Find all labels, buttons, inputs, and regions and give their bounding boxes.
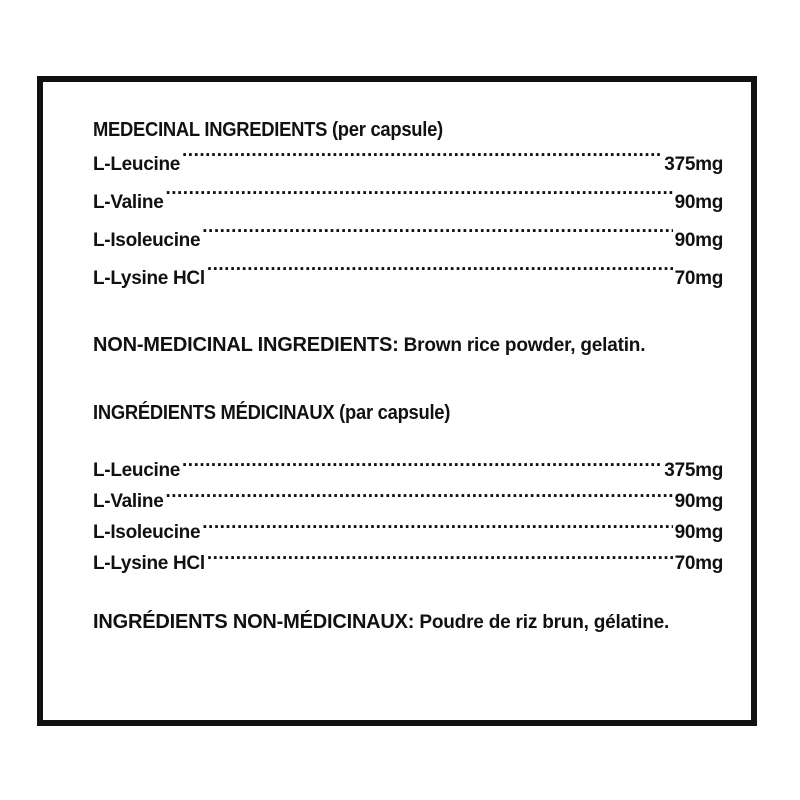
ingredient-row-l-lysine-hcl bbox=[93, 260, 723, 298]
ingredient-quantity: 90mg bbox=[674, 522, 723, 543]
dot-leader bbox=[165, 188, 672, 208]
ingredients-medicinaux-heading bbox=[93, 401, 673, 425]
dot-leader bbox=[207, 549, 673, 569]
ingredient-row-l-lysine-hcl bbox=[93, 548, 723, 579]
ingredient-row-l-leucine bbox=[93, 455, 723, 486]
ingredient-row-l-valine bbox=[93, 486, 723, 517]
ingredient-name: L-Valine bbox=[93, 491, 164, 512]
non-medicinal-label: INGRÉDIENTS NON-MÉDICINAUX: bbox=[93, 611, 415, 633]
ingredient-quantity: 90mg bbox=[674, 192, 723, 213]
ingredient-row-l-leucine bbox=[93, 146, 723, 184]
non-medicinal-label: NON-MEDICINAL INGREDIENTS: bbox=[93, 334, 399, 356]
medicinal-ingredients-heading bbox=[93, 118, 673, 142]
heading-main-text: INGRÉDIENTS MÉDICINAUX bbox=[93, 402, 335, 424]
dot-leader bbox=[207, 264, 673, 284]
dot-leader bbox=[182, 456, 662, 476]
panel-content bbox=[93, 118, 723, 640]
non-medicinal-text: Poudre de riz brun, gélatine. bbox=[419, 612, 670, 633]
ingredient-name: L-Isoleucine bbox=[93, 522, 201, 543]
non-medicinal-text: Brown rice powder, gelatin. bbox=[403, 335, 646, 356]
ingredient-row-l-valine bbox=[93, 184, 723, 222]
ingredient-quantity: 375mg bbox=[664, 460, 723, 481]
ingredient-quantity: 70mg bbox=[674, 268, 723, 289]
ingredient-name: L-Lysine HCl bbox=[93, 268, 205, 289]
ingredients-panel bbox=[37, 76, 757, 726]
heading-main-text: MEDECINAL INGREDIENTS bbox=[93, 119, 328, 141]
ingredient-quantity: 70mg bbox=[674, 553, 723, 574]
ingredient-row-l-isoleucine bbox=[93, 222, 723, 260]
dot-leader bbox=[182, 150, 662, 170]
heading-sub-text: (per capsule) bbox=[331, 119, 443, 141]
ingredients-medicinaux-list bbox=[93, 455, 723, 579]
ingredient-row-l-isoleucine bbox=[93, 517, 723, 548]
ingredient-name: L-Leucine bbox=[93, 154, 181, 175]
ingredient-quantity: 90mg bbox=[674, 230, 723, 251]
ingredient-name: L-Leucine bbox=[93, 460, 181, 481]
medicinal-ingredients-list bbox=[93, 146, 723, 298]
dot-leader bbox=[202, 226, 672, 246]
heading-sub-text: (par capsule) bbox=[339, 402, 451, 424]
ingredient-name: L-Valine bbox=[93, 192, 164, 213]
ingredient-name: L-Isoleucine bbox=[93, 230, 201, 251]
ingredient-quantity: 90mg bbox=[674, 491, 723, 512]
dot-leader bbox=[165, 487, 672, 507]
ingredient-quantity: 375mg bbox=[664, 154, 723, 175]
ingredient-name: L-Lysine HCl bbox=[93, 553, 205, 574]
non-medicinal-ingredients bbox=[93, 328, 723, 363]
dot-leader bbox=[202, 518, 672, 538]
ingredients-non-medicinaux bbox=[93, 605, 723, 640]
